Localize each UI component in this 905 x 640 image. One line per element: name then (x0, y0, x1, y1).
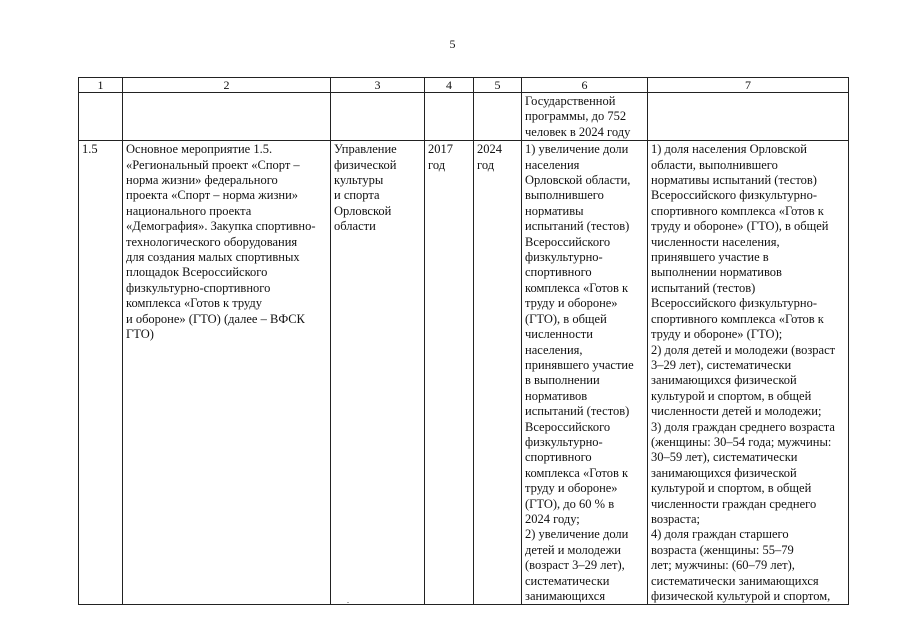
cont-cell-5 (474, 93, 522, 141)
row-number: 1.5 (79, 141, 123, 605)
header-col-7: 7 (648, 78, 849, 93)
responsible-executor: Управление физической культуры и спорта Орловской области (331, 141, 425, 605)
table-row (79, 141, 849, 605)
cont-cell-3 (331, 93, 425, 141)
end-year: 2024 год (474, 141, 522, 605)
header-col-1: 1 (79, 78, 123, 93)
expected-result: 1) увеличение доли населения Орловской области, выполнившего нормативы испытаний (тестов) Всероссийского физкультурно- спортивного комплекса «Готов к труду и обороне» (ГТО), в общей численности населения, принявшего участие в выполнении нормативов испытаний (тестов) Всероссийского физкультурно- спортивного комплекса «Готов к труду и обороне» (ГТО), до 60 % в 2024 году; 2) увеличение доли детей и молодежи (возраст 3–29 лет), систематически занимающихся (522, 141, 648, 605)
start-year: 2017 год (425, 141, 474, 605)
header-col-5: 5 (474, 78, 522, 93)
measure-name: Основное мероприятие 1.5. «Региональный проект «Спорт – норма жизни» федерального проекта «Спорт – норма жизни» национального проекта «Демография». Закупка спортивно- технологического оборудования для создания малых спортивных площадок Всероссийского физкультурно-спортивного комплекса «Готов к труду и обороне» (ГТО) (далее – ВФСК ГТО) (123, 141, 331, 605)
header-row (79, 78, 849, 93)
indicators: 1) доля населения Орловской области, выполнившего нормативы испытаний (тестов) Всероссийского физкультурно- спортивного комплекса «Готов к труду и обороне» (ГТО), в общей численности населения, принявшего участие в выполнении нормативов испытаний (тестов) Всероссийского физкультурно- спортивного комплекса «Готов к труду и обороне» (ГТО); 2) доля детей и молодежи (возраст 3–29 лет), систематически занимающихся физической культурой и спортом, в общей численности детей и молодежи; 3) доля граждан среднего возраста (женщины: 30–54 года; мужчины: 30–59 лет), систематически занимающихся физической культурой и спортом, в общей численности граждан среднего возраста; 4) доля граждан старшего возраста (женщины: 55–79 лет; мужчины: (60–79 лет), систематически занимающихся физической культурой и спортом, (648, 141, 849, 605)
header-col-2: 2 (123, 78, 331, 93)
measures-table (78, 77, 849, 605)
header-col-4: 4 (425, 78, 474, 93)
cont-cell-2 (123, 93, 331, 141)
cont-cell-7 (648, 93, 849, 141)
cont-cell-6: Государственной программы, до 752 человек в 2024 году (522, 93, 648, 141)
cont-cell-1 (79, 93, 123, 141)
header-col-6: 6 (522, 78, 648, 93)
page-number: 5 (449, 37, 456, 51)
scan-speck (347, 602, 349, 603)
cont-cell-4 (425, 93, 474, 141)
header-col-3: 3 (331, 78, 425, 93)
continuation-row (79, 93, 849, 141)
